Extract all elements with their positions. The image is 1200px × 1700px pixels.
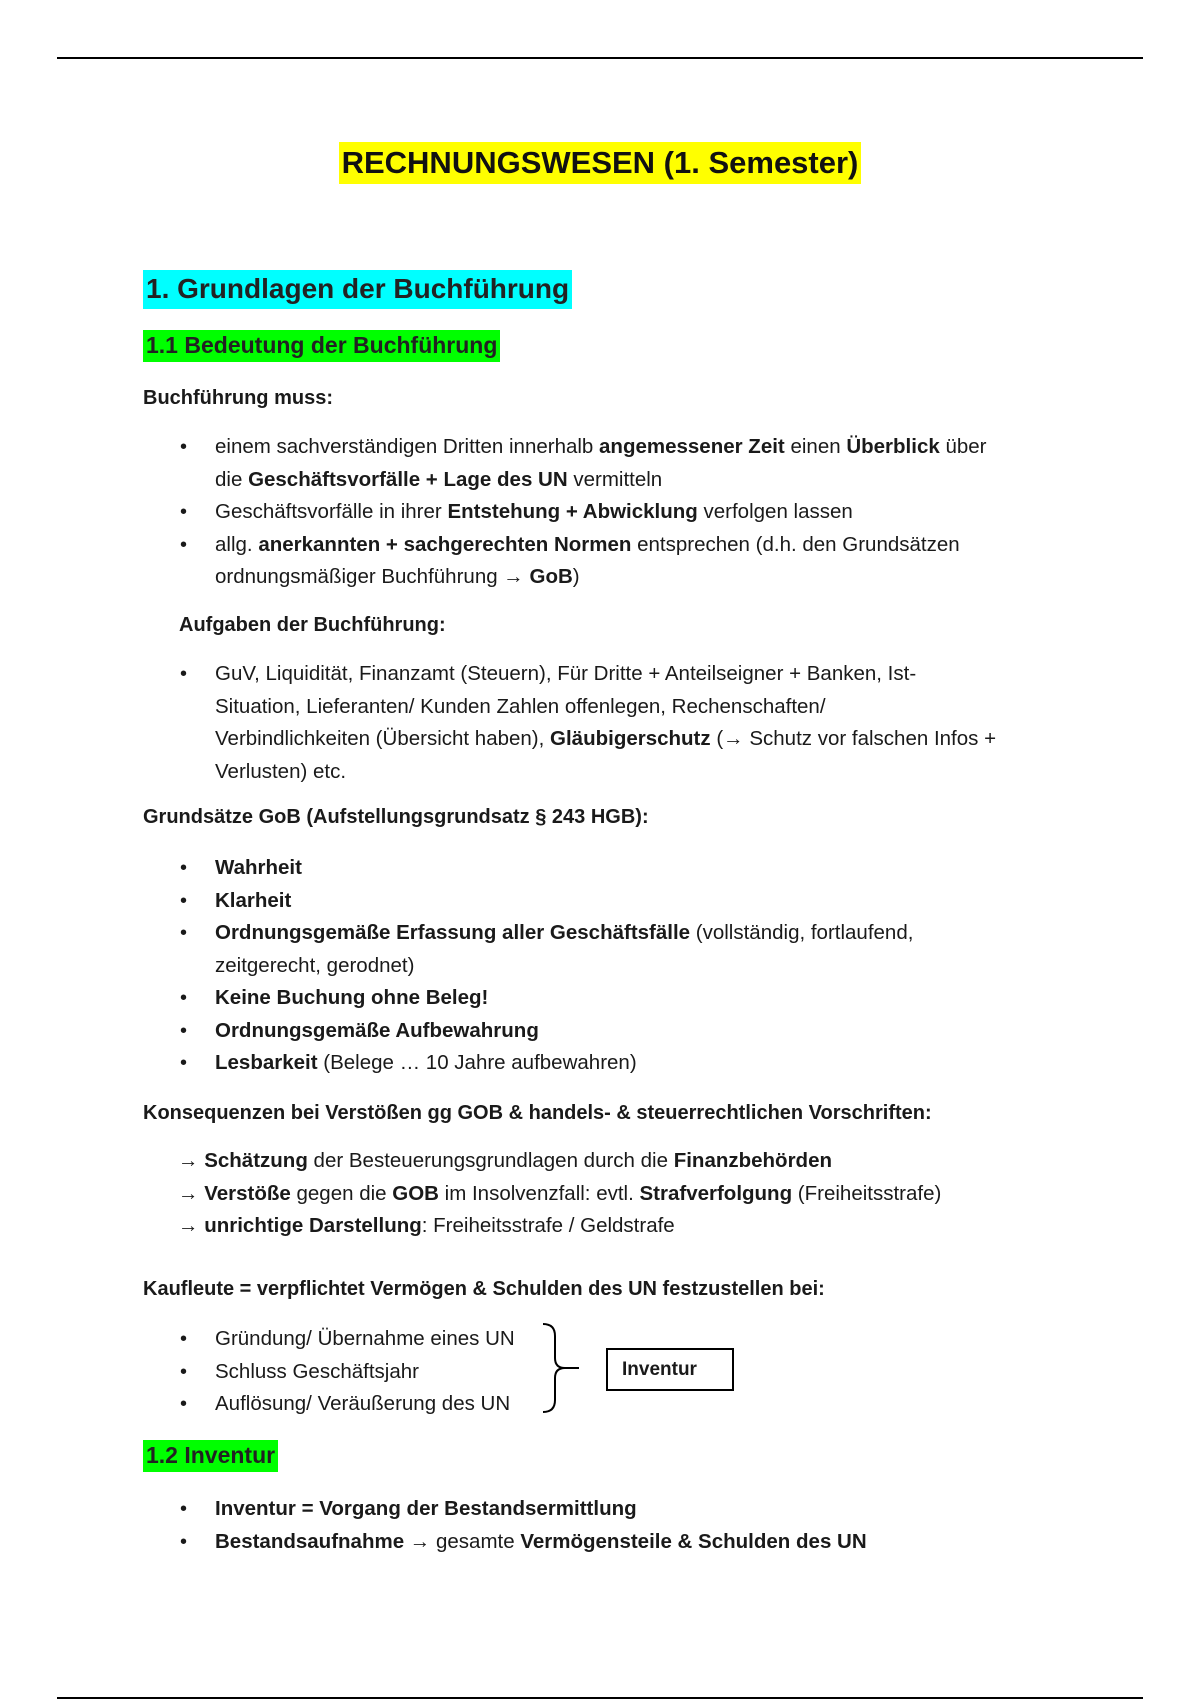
list-item-cont: Verlusten) etc.: [215, 759, 347, 783]
section-heading-1: 1. Grundlagen der Buchführung: [143, 270, 572, 309]
inventur-list: [180, 1493, 867, 1558]
kaufleute-label: Kaufleute = verpflichtet Vermögen & Schulden des UN festzustellen bei:: [143, 1278, 825, 1300]
list-item: • GuV, Liquidität, Finanzamt (Steuern), Für Dritte + Anteilseigner + Banken, Ist-: [180, 662, 917, 685]
konsequenzen-list: [178, 1145, 941, 1243]
bottom-rule: [57, 1697, 1143, 1699]
aufgaben-label: Aufgaben der Buchführung:: [179, 614, 446, 636]
list-item: • Gründung/ Übernahme eines UN: [180, 1327, 515, 1350]
list-item-cont: zeitgerecht, gerodnet): [215, 953, 415, 977]
list-item: • Ordnungsgemäße Aufbewahrung: [180, 1018, 539, 1042]
list-item: • Keine Buchung ohne Beleg!: [180, 986, 489, 1009]
list-item-cont: ordnungsmäßiger Buchführung → GoB): [215, 565, 580, 588]
aufgaben-list: [180, 658, 997, 788]
gob-label: Grundsätze GoB (Aufstellungsgrundsatz § 243 HGB):: [143, 806, 649, 828]
gob-list: [180, 852, 914, 1080]
inventur-box: Inventur: [606, 1348, 734, 1391]
list-item: • allg. anerkannten + sachgerechten Normen entsprechen (d.h. den Grundsätzen: [180, 532, 960, 556]
list-item: • Geschäftsvorfälle in ihrer Entstehung + Abwicklung verfolgen lassen: [180, 500, 853, 523]
list-item: → Schätzung der Besteuerungsgrundlagen durch die Finanzbehörden: [178, 1149, 833, 1172]
list-item: → unrichtige Darstellung: Freiheitsstrafe / Geldstrafe: [178, 1214, 675, 1237]
list-item: • Inventur = Vorgang der Bestandsermittlung: [180, 1497, 637, 1520]
section-heading-1-2: 1.2 Inventur: [143, 1440, 278, 1472]
list-item: • Wahrheit: [180, 856, 302, 879]
list-item: • Bestandsaufnahme → gesamte Vermögensteile & Schulden des UN: [180, 1529, 867, 1553]
list-item: • Schluss Geschäftsjahr: [180, 1359, 419, 1383]
list-item: • Ordnungsgemäße Erfassung aller Geschäftsfälle (vollständig, fortlaufend,: [180, 921, 914, 944]
kaufleute-list: [180, 1323, 515, 1421]
list-item: → Verstöße gegen die GOB im Insolvenzfall: evtl. Strafverfolgung (Freiheitsstrafe): [178, 1181, 942, 1205]
list-item: • Klarheit: [180, 888, 292, 912]
list-item: • einem sachverständigen Dritten innerhalb angemessener Zeit einen Überblick über: [180, 435, 987, 458]
document-title: RECHNUNGSWESEN (1. Semester): [339, 142, 862, 184]
konsequenzen-label: Konsequenzen bei Verstößen gg GOB & handels- & steuerrechtlichen Vorschriften:: [143, 1102, 932, 1124]
muss-list: [180, 431, 987, 594]
section-heading-1-1: 1.1 Bedeutung der Buchführung: [143, 330, 500, 362]
list-item-cont: Situation, Lieferanten/ Kunden Zahlen offenlegen, Rechenschaften/: [215, 694, 826, 718]
top-rule: [57, 57, 1143, 59]
right-brace-icon: [541, 1322, 581, 1414]
list-item-cont: die Geschäftsvorfälle + Lage des UN vermitteln: [215, 467, 663, 491]
list-item: • Auflösung/ Veräußerung des UN: [180, 1392, 511, 1415]
buchfuehrung-muss-label: Buchführung muss:: [143, 387, 333, 409]
list-item-cont: Verbindlichkeiten (Übersicht haben), Gläubigerschutz (→ Schutz vor falschen Infos +: [215, 727, 997, 750]
list-item: • Lesbarkeit (Belege … 10 Jahre aufbewahren): [180, 1051, 637, 1074]
